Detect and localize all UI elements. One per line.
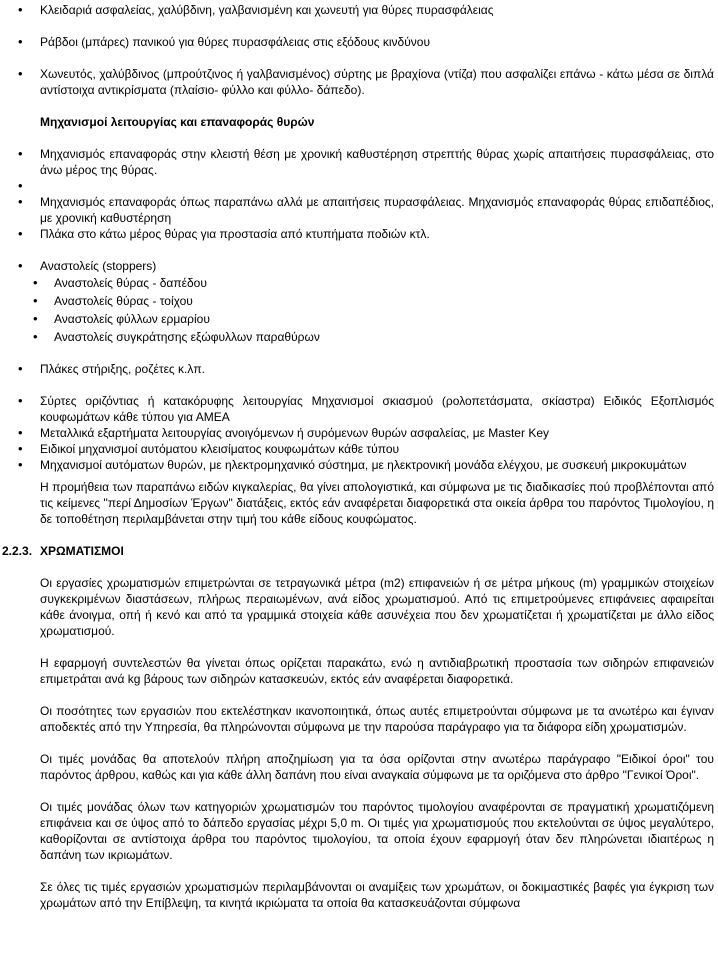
list-item: • Ειδικοί μηχανισμοί αυτόματου κλεισίματος κουφωμάτων κάθε τύπου [0, 441, 718, 457]
paragraph: Οι ποσότητες των εργασιών που εκτελέστηκαν ικανοποιητικά, όπως αυτές επιμετρούνται σύμφωνα με τα ανωτέρω και έγιναν αποδεκτές από την Υπηρεσία, θα πληρώνονται σύμφωνα με την παρούσα παράγραφο για τα διάφορα είδη χρωματισμών. [40, 704, 714, 734]
paragraph: Οι τιμές μονάδας θα αποτελούν πλήρη αποζημίωση για τα όσα ορίζονται στην ανωτέρω παράγραφο "Ειδικοί όροι" του παρόντος άρθρου, καθώς και για κάθε άλλη δαπάνη που είναι αναγκαία σύμφωνα με τα οριζόμενα στο άρθρο "Γενικοί Όροι". [40, 752, 714, 782]
special-items-list [0, 393, 718, 473]
sublist-item: • Αναστολείς φύλλων ερμαρίου [0, 311, 714, 327]
section-heading [0, 543, 718, 559]
section-number: 2.2.3. [2, 544, 33, 558]
list-item: • Πλάκα στο κάτω μέρος θύρας για προστασία από κτυπήματα ποδιών κτλ. [0, 226, 718, 242]
mechanisms-list [0, 146, 718, 242]
list-item: • Χωνευτός, χαλύβδινος (μπρούτζινος ή γαλβανισμένος) σύρτης με βραχίονα (ντίζα) που ασφαλίζει επάνω - κάτω μέσα σε διπλά αντίστοιχα αντικρίσματα (πλαίσιο- φύλλο και φύλλο- δάπεδο). [0, 66, 718, 98]
list-item: • Μηχανισμός επαναφοράς στην κλειστή θέση με χρονική καθυστέρηση στρεπτής θύρας χωρίς απαιτήσεις πυρασφάλειας, στο άνω μέρος της θύρας. [0, 146, 718, 178]
list-item: • Κλειδαριά ασφαλείας, χαλύβδινη, γαλβανισμένη και χωνευτή για θύρες πυρασφάλειας [0, 2, 718, 18]
paragraph: Η εφαρμογή συντελεστών θα γίνεται όπως ορίζεται παρακάτω, ενώ η αντιδιαβρωτική προστασία των σιδηρών επιφανειών επιμετράται ανά kg βάρους των σιδηρών κατασκευών, εκτός εάν αναφέρεται διαφορετικά. [40, 656, 714, 686]
stoppers-label: Αναστολείς (stoppers) [40, 259, 157, 273]
list-item: • Μηχανισμοί αυτόματων θυρών, με ηλεκτρομηχανικό σύστημα, με ηλεκτρονική μονάδα ελέγχου, με συσκευή μικροκυμάτων [0, 457, 718, 473]
list-item [0, 258, 718, 345]
paragraph: Οι εργασίες χρωματισμών επιμετρώνται σε τετραγωνικά μέτρα (m2) επιφανειών ή σε μέτρα μήκους (m) γραμμικών στοιχείων συγκεκριμένων διαστάσεων, πλήρως περαιωμένων, ανά είδος χρωματισμού. Από τις επιμετρούμενες επιφάνειες αφαιρείται κάθε άνοιγμα, οπή ή κενό και από τα γραμμικά στοιχεία κάθε ασυνέχεια που δεν χρωματίζεται ή χρωματίζεται με άλλο είδος χρωματισμού. [40, 576, 714, 638]
list-item: • Μηχανισμός επαναφοράς όπως παραπάνω αλλά με απαιτήσεις πυρασφάλειας. Μηχανισμός επαναφοράς θύρας επιδαπέδιος, με χρονική καθυστέρηση [0, 194, 718, 226]
section-subheading: Μηχανισμοί λειτουργίας και επαναφοράς θυρών [40, 115, 315, 129]
sublist-item: • Αναστολείς συγκράτησης εξώφυλλων παραθύρων [0, 329, 714, 345]
list-item: • Ράβδοι (μπάρες) πανικού για θύρες πυρασφάλειας στις εξόδους κινδύνου [0, 34, 718, 50]
stoppers-list [0, 258, 718, 345]
lock-items-list [0, 2, 718, 18]
stoppers-sublist [0, 275, 714, 345]
supply-paragraph: Η προμήθεια των παραπάνω ειδών κιγκαλερίας, θα γίνει απολογιστικά, και σύμφωνα με τις διαδικασίες πού προβλέπονται από τις κείμενες "περί Δημοσίων Έργων" διατάξεις, εκτός εάν αναφέρεται διαφορετικά στα οικεία άρθρα του παρόντος Τιμολογίου, η δε τοποθέτηση περιλαμβάνεται στην τιμή του κάθε είδους κουφώματος. [40, 480, 714, 526]
paragraph: Οι τιμές μονάδας όλων των κατηγοριών χρωματισμών του παρόντος τιμολογίου αναφέρονται σε πραγματική χρωματιζόμενη επιφάνεια και σε ύψος από το δάπεδο εργασίας μέχρι 5,0 m. Οι τιμές για χρωματισμούς που εκτελούνται σε ύψος μεγαλύτερο, καθορίζονται σε αντίστοιχα άρθρα του παρόντος τιμολογίου, τα οποία έχουν εφαρμογή όταν δεν πληρώνεται ιδιαιτέρως η δαπάνη των ικριωμάτων. [40, 800, 714, 862]
list-item: • Μεταλλικά εξαρτήματα λειτουργίας ανοιγόμενων ή συρόμενων θυρών ασφαλείας, με Master Key [0, 425, 718, 441]
list-item-empty [0, 178, 718, 194]
list-item: • Σύρτες οριζόντιας ή κατακόρυφης λειτουργίας Μηχανισμοί σκιασμού (ρολοπετάσματα, σκίαστρα) Ειδικός Εξοπλισμός κουφωμάτων κάθε τύπου για ΑΜΕΑ [0, 393, 718, 425]
list-item: • Πλάκες στήριξης, ροζέτες κ.λπ. [0, 361, 718, 377]
sublist-item: • Αναστολείς θύρας - δαπέδου [0, 275, 714, 291]
section-title: ΧΡΩΜΑΤΙΣΜΟΙ [40, 544, 124, 558]
paragraph: Σε όλες τις τιμές εργασιών χρωματισμών περιλαμβάνονται οι αναμίξεις των χρωμάτων, οι δοκιμαστικές βαφές για έγκριση των χρωμάτων από την Επίβλεψη, τα κινητά ικριώματα τα οποία θα κατασκευάζονται σύμφωνα [40, 880, 714, 910]
sublist-item: • Αναστολείς θύρας - τοίχου [0, 293, 714, 309]
